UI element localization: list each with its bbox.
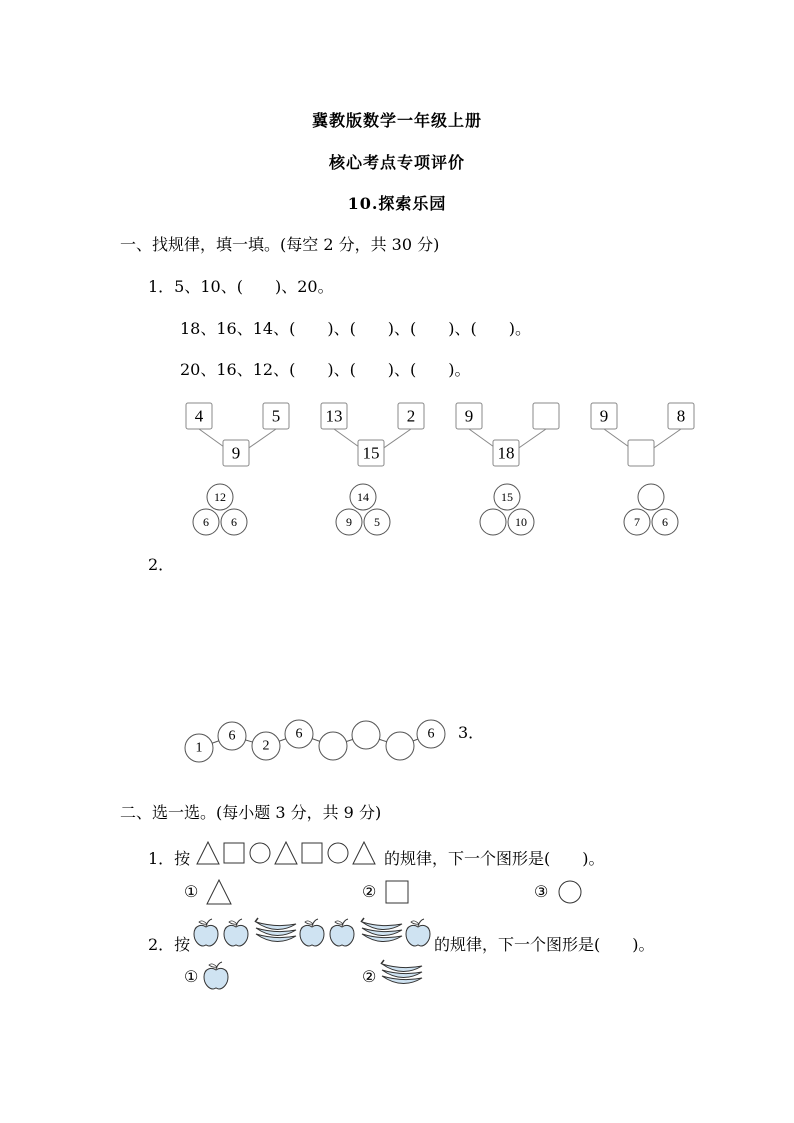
q1-line3: 20、16、12、( )、( )、( )。 [180, 360, 471, 379]
tree-value-left: 9 [599, 406, 609, 426]
circle-value-left: 7 [634, 515, 640, 529]
q2-label: 2． [148, 555, 175, 574]
apple-icon [330, 919, 354, 946]
banana-icon [255, 918, 296, 942]
chain-value: 6 [427, 726, 435, 742]
circle-value-right: 6 [662, 515, 668, 529]
page-subtitle: 核心考点专项评价 [328, 153, 465, 172]
tree-value-left: 13 [325, 406, 343, 426]
banana-icon [381, 960, 422, 984]
s2-q1-prefix: 1．按 [148, 849, 191, 868]
circle-value-left: 9 [346, 515, 352, 529]
chain-value: 6 [228, 728, 236, 744]
section1-heading: 一、找规律，填一填。(每空 2 分，共 30 分) [120, 235, 440, 254]
s2-q1-option-1-mark: ① [184, 882, 199, 901]
q3-label: 3． [458, 723, 485, 742]
s2-q1-option-3-mark: ③ [534, 882, 549, 901]
unit-title: 10.探索乐园 [347, 194, 447, 213]
tree-value-right: 8 [676, 406, 686, 426]
apple-icon [204, 962, 228, 989]
s2-q2-suffix: 的规律，下一个图形是( )。 [434, 935, 655, 954]
banana-icon [361, 918, 402, 942]
s2-q2-option-2-mark: ② [362, 967, 377, 986]
apple-icon [224, 919, 248, 946]
tree-value-right: 2 [406, 406, 416, 426]
chain-value: 1 [195, 740, 203, 756]
tree-value-left: 9 [464, 406, 474, 426]
circle-value-right: 5 [374, 515, 380, 529]
page-title: 冀教版数学一年级上册 [311, 111, 482, 130]
q1-line1: 1．5、10、( )、20。 [148, 277, 334, 296]
apple-icon [194, 919, 218, 946]
circle-value-top: 12 [214, 490, 226, 504]
tree-value-right: 5 [271, 406, 281, 426]
apple-icon [300, 919, 324, 946]
circle-value-top: 14 [357, 490, 369, 504]
circle-value-right: 6 [231, 515, 237, 529]
s2-q1-suffix: 的规律，下一个图形是( )。 [384, 849, 605, 868]
section2-heading: 二、选一选。(每小题 3 分，共 9 分) [120, 803, 382, 822]
s2-q2-prefix: 2．按 [148, 935, 191, 954]
chain-value: 6 [295, 726, 303, 742]
tree-value-bottom: 9 [231, 443, 241, 463]
tree-value-bottom: 15 [362, 443, 380, 463]
circle-value-right: 10 [515, 515, 527, 529]
s2-q1-option-2-mark: ② [362, 882, 377, 901]
tree-value-left: 4 [194, 406, 204, 426]
circle-value-top: 15 [501, 490, 513, 504]
tree-value-bottom: 18 [497, 443, 515, 463]
q1-line2: 18、16、14、( )、( )、( )、( )。 [180, 319, 532, 338]
chain-value: 2 [262, 738, 270, 754]
apple-icon [406, 919, 430, 946]
circle-value-left: 6 [203, 515, 209, 529]
s2-q2-option-1-mark: ① [184, 967, 199, 986]
